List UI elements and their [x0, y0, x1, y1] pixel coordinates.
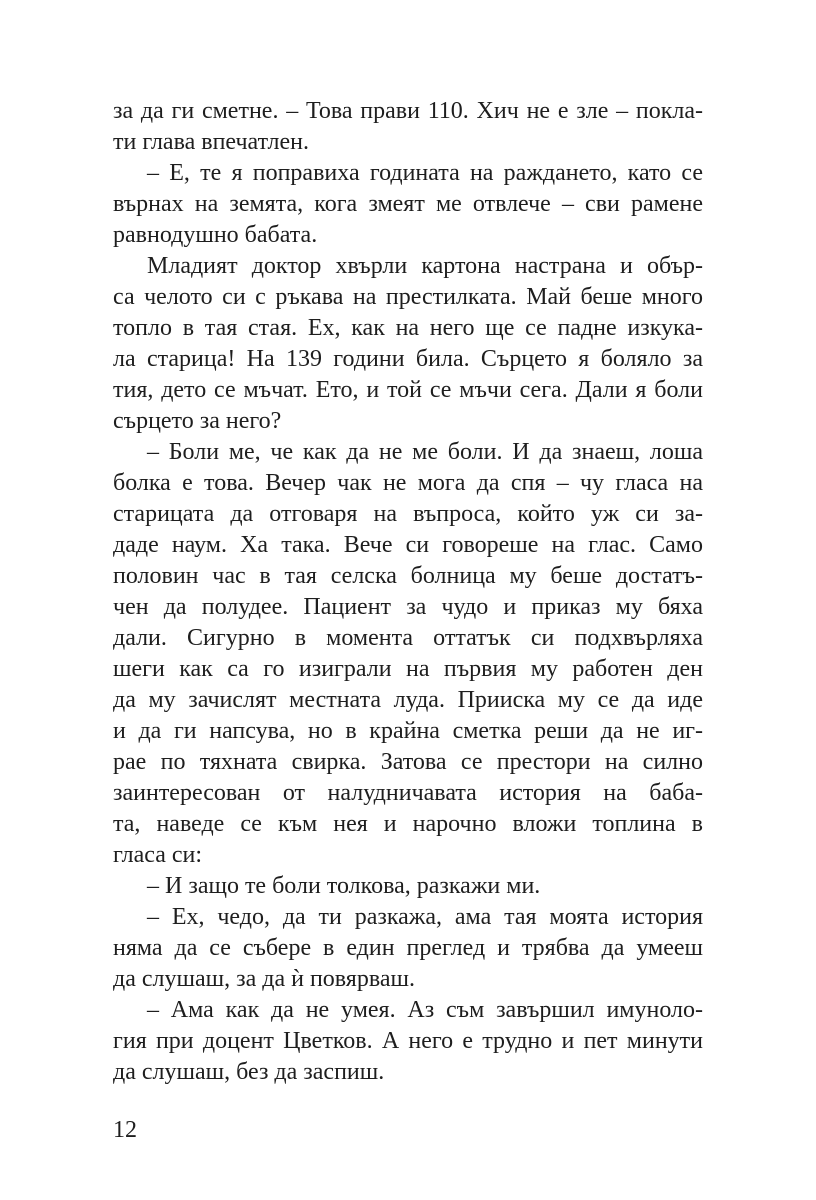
page-number: 12: [113, 1117, 137, 1143]
paragraph: [113, 96, 703, 158]
text-line: гласа си:: [113, 842, 203, 868]
text-line: – Боли ме, че как да не ме боли. И да знаеш, лоша: [147, 439, 703, 465]
text-line: равнодушно бабата.: [113, 222, 318, 248]
text-line: са челото си с ръкава на престилката. Май беше много: [113, 284, 703, 310]
text-line: топло в тая стая. Ех, как на него ще се падне изкука-: [113, 315, 703, 341]
text-line: чен да полудее. Пациент за чудо и приказ му бяха: [113, 594, 703, 620]
text-line: тия, дето се мъчат. Ето, и той се мъчи сега. Дали я боли: [113, 377, 703, 403]
text-line: болка е това. Вечер чак не мога да спя – чу гласа на: [113, 470, 703, 496]
text-line: шеги как са го изиграли на първия му работен ден: [113, 656, 703, 682]
paragraph: [113, 437, 703, 871]
text-line: – Ама как да не умея. Аз съм завършил имуноло-: [147, 997, 703, 1023]
text-line: ла старица! На 139 години била. Сърцето я боляло за: [113, 346, 703, 372]
text-line: Младият доктор хвърли картона настрана и обър-: [147, 253, 703, 279]
text-line: рае по тяхната свирка. Затова се престори на силно: [113, 749, 703, 775]
text-line: гия при доцент Цветков. А него е трудно и пет минути: [113, 1028, 703, 1054]
text-line: върнах на земята, кога змеят ме отвлече – сви рамене: [113, 191, 703, 217]
text-line: и да ги напсува, но в крайна сметка реши да не иг-: [113, 718, 703, 744]
text-line: заинтересован от налудничавата история на баба-: [113, 780, 703, 806]
text-block: [113, 96, 703, 1088]
paragraph: [113, 902, 703, 995]
paragraph: [113, 995, 703, 1088]
text-line: половин час в тая селска болница му беше достатъ-: [113, 563, 703, 589]
paragraph: [113, 251, 703, 437]
text-line: няма да се събере в един преглед и трябва да умееш: [113, 935, 703, 961]
text-line: ти глава впечатлен.: [113, 129, 309, 155]
text-line: та, наведе се към нея и нарочно вложи топлина в: [113, 811, 703, 837]
text-line: – И защо те боли толкова, разкажи ми.: [147, 873, 541, 899]
text-line: дали. Сигурно в момента оттатък си подхвърляха: [113, 625, 703, 651]
paragraph: [113, 871, 703, 902]
text-line: да му зачислят местната луда. Прииска му се да иде: [113, 687, 703, 713]
text-line: сърцето за него?: [113, 408, 282, 434]
text-line: – Ех, чедо, да ти разкажа, ама тая моята история: [147, 904, 703, 930]
text-line: даде наум. Ха така. Вече си говореше на глас. Само: [113, 532, 703, 558]
text-line: – Е, те я поправиха годината на раждането, като се: [147, 160, 703, 186]
text-line: да слушаш, без да заспиш.: [113, 1059, 385, 1085]
text-line: да слушаш, за да ѝ повярваш.: [113, 966, 415, 992]
text-line: старицата да отговаря на въпроса, който уж си за-: [113, 501, 703, 527]
paragraph: [113, 158, 703, 251]
text-line: за да ги сметне. – Това прави 110. Хич не е зле – покла-: [113, 98, 703, 124]
